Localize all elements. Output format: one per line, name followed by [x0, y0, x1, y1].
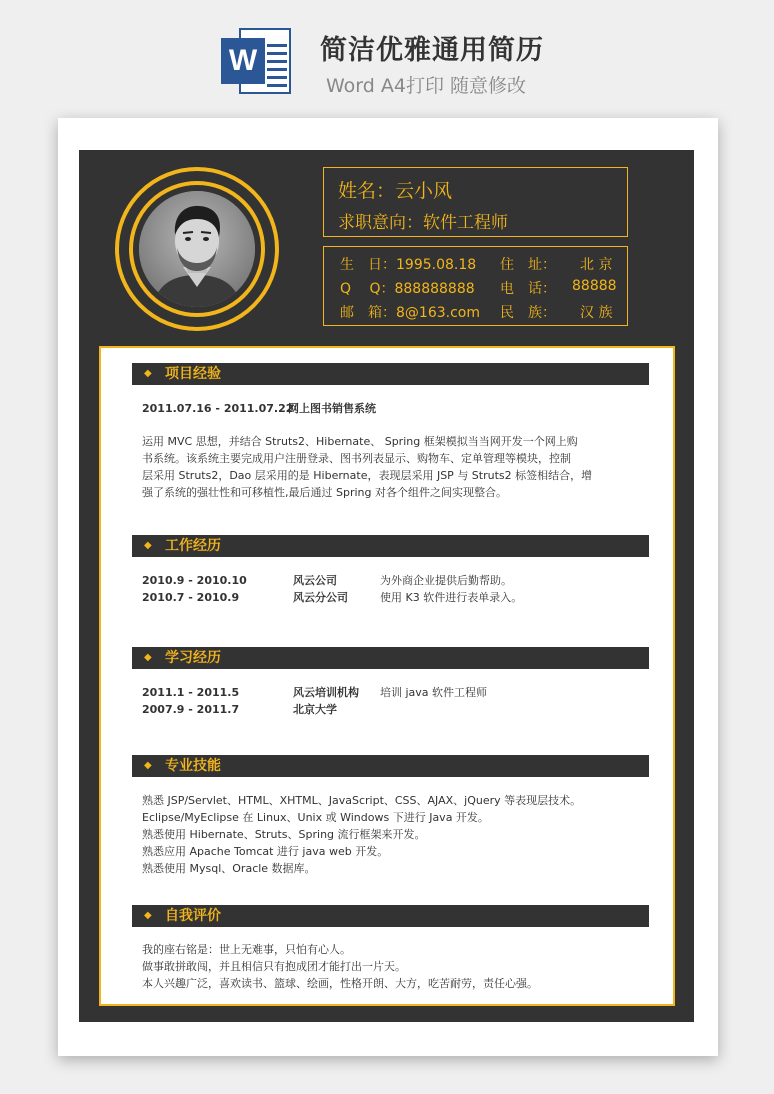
- project-desc-line: 运用 MVC 思想，并结合 Struts2、Hibernate、 Spring 框架模拟当当网开发一个网上购: [142, 435, 578, 448]
- self-line: 我的座右铭是：世上无难事，只怕有心人。: [142, 943, 351, 956]
- project-desc-line: 书系统。该系统主要完成用户注册登录、图书列表显示、购物车、定单管理等模块，控制: [142, 452, 571, 465]
- info-phone-label: 电 话：: [500, 281, 556, 297]
- work-desc: 使用 K3 软件进行表单录入。: [380, 591, 523, 604]
- section-header-work: [132, 535, 649, 557]
- work-org: 风云公司: [293, 574, 337, 587]
- diamond-icon: ◆: [144, 910, 152, 921]
- section-title-work: 工作经历: [165, 538, 221, 554]
- name-box: [323, 167, 628, 237]
- skill-line: 熟悉应用 Apache Tomcat 进行 java web 开发。: [142, 845, 389, 858]
- info-birthday: 生 日：1995.08.18: [340, 257, 477, 273]
- project-name: 网上图书销售系统: [288, 402, 376, 415]
- section-header-skills: [132, 755, 649, 777]
- resume-dark-frame: [79, 150, 694, 1022]
- person-portrait-icon: [139, 191, 255, 307]
- word-document-icon: [221, 24, 295, 98]
- avatar-outer-ring: [115, 167, 279, 331]
- project-desc-line: 强了系统的强壮性和可移植性,最后通过 Spring 对各个组件之间实现整合。: [142, 486, 507, 499]
- work-desc: 为外商企业提供后勤帮助。: [380, 574, 512, 587]
- study-date: 2011.1 - 2011.5: [142, 686, 240, 699]
- skill-line: Eclipse/MyEclipse 在 Linux、Unix 或 Windows 下进行 Java 开发。: [142, 811, 489, 824]
- avatar-inner-ring: [129, 181, 265, 317]
- info-address-value: 北 京: [580, 257, 613, 273]
- work-org: 风云分公司: [293, 591, 348, 604]
- section-header-self: [132, 905, 649, 927]
- section-title-project: 项目经验: [165, 366, 221, 382]
- self-line: 本人兴趣广泛，喜欢读书、篮球、绘画，性格开朗、大方，吃苦耐劳，责任心强。: [142, 977, 538, 990]
- study-date: 2007.9 - 2011.7: [142, 703, 240, 716]
- banner: [0, 0, 774, 118]
- project-desc-line: 层采用 Struts2，Dao 层采用的是 Hibernate，表现层采用 JSP 与 Struts2 标签相结合，增: [142, 469, 593, 482]
- study-desc: 培训 java 软件工程师: [380, 686, 488, 699]
- diamond-icon: ◆: [144, 760, 152, 771]
- skill-line: 熟悉使用 Hibernate、Struts、Spring 流行框架来开发。: [142, 828, 426, 841]
- name-line: 姓名：云小风: [338, 180, 453, 202]
- info-email: 邮 箱：8@163.com: [340, 305, 480, 321]
- section-title-self: 自我评价: [165, 908, 221, 924]
- content-panel: [99, 346, 675, 1006]
- diamond-icon: ◆: [144, 368, 152, 379]
- info-ethnicity-value: 汉 族: [580, 305, 613, 321]
- banner-subtitle: Word A4打印 随意修改: [326, 75, 527, 97]
- self-line: 做事敢拼敢闯，并且相信只有抱成团才能打出一片天。: [142, 960, 406, 973]
- diamond-icon: ◆: [144, 540, 152, 551]
- section-title-skills: 专业技能: [165, 758, 221, 774]
- section-header-study: [132, 647, 649, 669]
- skill-line: 熟悉 JSP/Servlet、HTML、XHTML、JavaScript、CSS、AJAX、jQuery 等表现层技术。: [142, 794, 582, 807]
- info-phone-value: 88888: [572, 278, 617, 294]
- study-org: 北京大学: [293, 703, 337, 716]
- section-title-study: 学习经历: [165, 650, 221, 666]
- info-box: [323, 246, 628, 326]
- info-address-label: 住 址：: [500, 257, 556, 273]
- info-ethnicity-label: 民 族：: [500, 305, 556, 321]
- job-intention: 求职意向：软件工程师: [338, 213, 508, 233]
- section-header-project: [132, 363, 649, 385]
- resume-sheet: [58, 118, 718, 1056]
- avatar: [139, 191, 255, 307]
- project-date: 2011.07.16 - 2011.07.22: [142, 402, 294, 415]
- work-date: 2010.9 - 2010.10: [142, 574, 247, 587]
- work-date: 2010.7 - 2010.9: [142, 591, 240, 604]
- word-logo-letter: W: [221, 38, 265, 84]
- banner-title: 简洁优雅通用简历: [320, 35, 544, 66]
- study-org: 风云培训机构: [293, 686, 359, 699]
- info-qq: Q Q：888888888: [340, 281, 475, 297]
- skill-line: 熟悉使用 Mysql、Oracle 数据库。: [142, 862, 316, 875]
- diamond-icon: ◆: [144, 652, 152, 663]
